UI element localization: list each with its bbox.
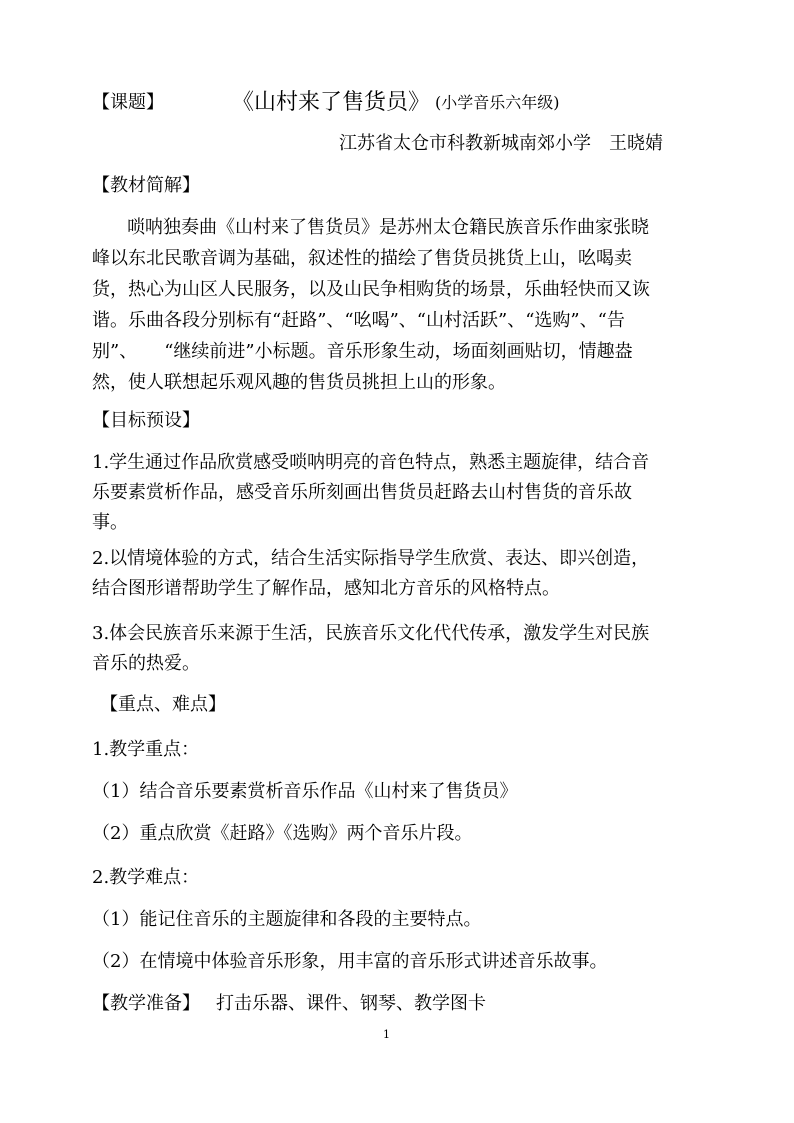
goal-line: 事。 (92, 512, 128, 533)
page-title: 《山村来了售货员》 (232, 90, 431, 115)
intro-line: 然，使人联想起乐观风趣的售货员挑担上山的形象。 (92, 372, 506, 393)
section-heading-goals: 【目标预设】 (92, 410, 200, 431)
focus-item: （1）结合音乐要素赏析音乐作品《山村来了售货员》 (92, 781, 518, 802)
section-heading-prep: 【教学准备】 (92, 993, 200, 1014)
goal-line: 1.学生通过作品欣赏感受唢呐明亮的音色特点，熟悉主题旋律，结合音 (92, 452, 650, 473)
focus-item: （2）重点欣赏《赶路》《选购》两个音乐片段。 (92, 823, 473, 844)
goal-line: 2.以情境体验的方式，结合生活实际指导学生欣赏、表达、即兴创造， (92, 548, 650, 569)
goal-line: 音乐的热爱。 (92, 653, 200, 674)
grade-subtitle: (小学音乐六年级) (435, 93, 560, 112)
intro-line: 别”、 “继续前进”小标题。音乐形象生动，场面刻画贴切，情趣盎 (92, 341, 633, 362)
focus-label: 1.教学重点： (92, 739, 200, 760)
goal-line: 乐要素赏析作品，感受音乐所刻画出售货员赶路去山村售货的音乐故 (92, 482, 632, 503)
page-number: 1 (383, 1028, 390, 1041)
intro-line: 峰以东北民歌音调为基础，叙述性的描绘了售货员挑货上山，吆喝卖 (92, 248, 632, 269)
prep-content: 打击乐器、课件、钢琴、教学图卡 (216, 993, 486, 1014)
difficulty-item: （2）在情境中体验音乐形象，用丰富的音乐形式讲述音乐故事。 (92, 951, 608, 972)
goal-line: 3.体会民族音乐来源于生活，民族音乐文化代代传承，激发学生对民族 (92, 623, 650, 644)
difficulty-label: 2.教学难点： (92, 867, 200, 888)
difficulty-item: （1）能记住音乐的主题旋律和各段的主要特点。 (92, 909, 482, 930)
intro-line: 唢呐独奏曲《山村来了售货员》是苏州太仓籍民族音乐作曲家张晓 (127, 217, 649, 238)
section-heading-intro: 【教材简解】 (92, 175, 200, 196)
section-heading-key: 【重点、难点】 (100, 694, 226, 715)
intro-line: 货，热心为山区人民服务，以及山民争相购货的场景，乐曲轻快而又诙 (92, 279, 650, 300)
goal-line: 结合图形谱帮助学生了解作品，感知北方音乐的风格特点。 (92, 578, 560, 599)
author-line: 江苏省太仓市科教新城南郊小学 王晓婧 (339, 133, 663, 154)
intro-line: 谐。乐曲各段分别标有“赶路”、“吆喝”、“山村活跃”、“选购”、“告 (92, 310, 625, 331)
lesson-label: 【课题】 (92, 92, 164, 113)
